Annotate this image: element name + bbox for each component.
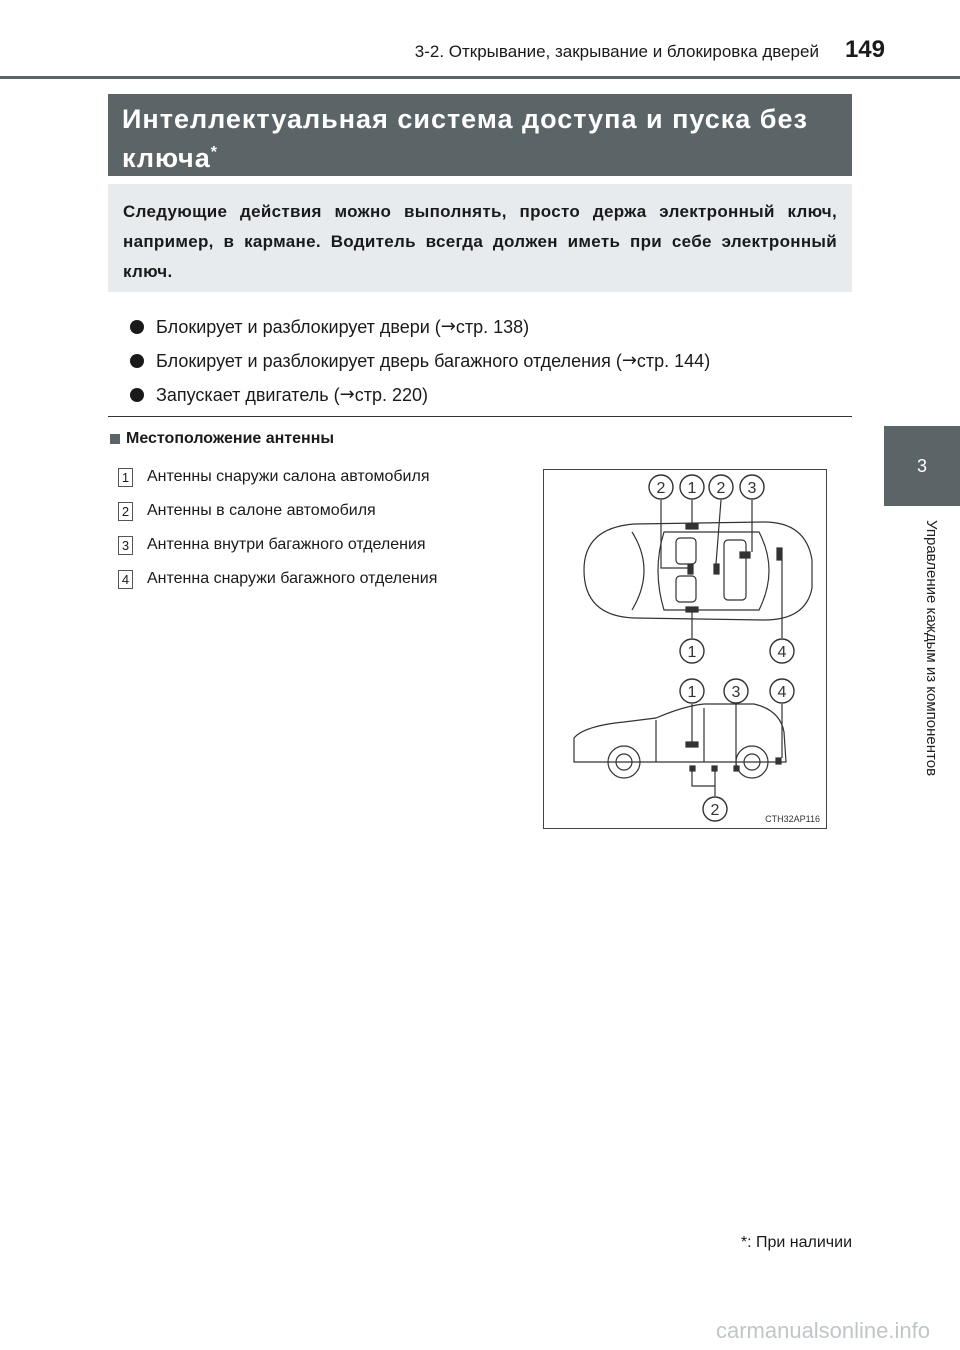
legend-number: 2 xyxy=(118,502,133,521)
legend-item xyxy=(118,528,518,562)
legend-item xyxy=(118,494,518,528)
side-antenna-2a xyxy=(690,766,695,771)
watermark: carmanualsonline.info xyxy=(715,1318,930,1343)
legend-text: Антенна внутри багажного отделения xyxy=(147,536,426,553)
antenna-marker-2 xyxy=(688,564,693,574)
antenna-location-figure xyxy=(543,469,827,829)
car-side-view xyxy=(574,704,786,762)
seat-front-left xyxy=(676,538,696,564)
page-title-text: Интеллектуальная система доступа и пуска без ключа xyxy=(122,104,808,173)
header-rule xyxy=(0,76,960,79)
legend-text: Антенны в салоне автомобиля xyxy=(147,502,376,519)
side-antenna-3 xyxy=(734,766,739,771)
windshield xyxy=(632,532,644,610)
chapter-number: 3 xyxy=(916,455,927,476)
subsection-heading-text: Местоположение антенны xyxy=(126,430,335,447)
antenna-marker-2b xyxy=(714,564,719,574)
page-ref-link[interactable]: стр. 220) xyxy=(354,385,428,405)
page-ref-link[interactable]: стр. 138) xyxy=(455,317,530,337)
antenna-marker-3 xyxy=(740,552,750,558)
seat-front-right xyxy=(676,576,696,602)
bullet-icon xyxy=(130,354,144,368)
callout-label: 2 xyxy=(656,480,666,497)
availability-mark: * xyxy=(210,144,218,161)
footnote xyxy=(690,1234,852,1252)
list-item-text: Блокирует и разблокирует двери ( xyxy=(156,317,441,337)
footnote-mark: * xyxy=(740,1234,748,1251)
legend-text: Антенна снаружи багажного отделения xyxy=(147,570,438,587)
list-item xyxy=(130,378,850,412)
arrow-icon: → xyxy=(621,350,637,371)
side-antenna-4 xyxy=(776,758,781,764)
car-top-view xyxy=(584,522,812,620)
page-title xyxy=(108,94,852,176)
side-antenna-1 xyxy=(686,742,698,747)
antenna-marker-1 xyxy=(686,524,698,529)
figure-code: CTH32AP116 xyxy=(765,814,820,824)
chapter-title: Управление каждым из компонентов xyxy=(923,520,940,777)
callout-label: 2 xyxy=(710,802,720,819)
legend-number: 4 xyxy=(118,570,133,589)
chapter-tab[interactable] xyxy=(884,426,960,506)
legend-item xyxy=(118,460,518,494)
list-item xyxy=(130,344,850,378)
car-diagram xyxy=(544,470,828,830)
leader-2-left xyxy=(661,500,688,568)
intro-box xyxy=(108,184,852,292)
callout-label: 4 xyxy=(777,644,787,661)
legend-item xyxy=(118,562,518,596)
running-header xyxy=(0,36,885,70)
bullet-icon xyxy=(130,320,144,334)
callout-label: 1 xyxy=(687,644,697,661)
page-number: 149 xyxy=(844,36,885,63)
callout-label: 2 xyxy=(716,480,726,497)
footnote-text: : При наличии xyxy=(747,1234,852,1251)
callout-label: 1 xyxy=(687,684,697,701)
page-ref-link[interactable]: стр. 144) xyxy=(636,351,711,371)
list-item-text: Запускает двигатель ( xyxy=(156,385,340,405)
section-divider xyxy=(108,416,852,417)
subsection-heading xyxy=(110,430,334,448)
antenna-legend xyxy=(118,460,518,596)
list-item xyxy=(130,310,850,344)
legend-text: Антенны снаружи салона автомобиля xyxy=(147,468,430,485)
side-leader-2 xyxy=(692,771,715,786)
feature-list xyxy=(130,310,850,412)
seat-rear xyxy=(724,540,746,600)
bullet-icon xyxy=(130,388,144,402)
legend-number: 3 xyxy=(118,536,133,555)
intro-text: Следующие действия можно выполнять, просто держа электронный ключ, например, в кармане. Водитель всегда должен иметь при себе электронный ключ. xyxy=(123,202,837,281)
side-antenna-2b xyxy=(712,766,717,771)
antenna-marker-1b xyxy=(686,607,698,612)
arrow-icon: → xyxy=(440,316,456,337)
callout-label: 3 xyxy=(731,684,741,701)
callout-label: 1 xyxy=(687,480,697,497)
arrow-icon: → xyxy=(339,384,355,405)
list-item-text: Блокирует и разблокирует дверь багажного отделения ( xyxy=(156,351,622,371)
square-bullet-icon xyxy=(110,434,120,444)
antenna-marker-4 xyxy=(777,548,782,560)
section-title: 3-2. Открывание, закрывание и блокировка дверей xyxy=(414,42,819,61)
callout-label: 3 xyxy=(747,480,757,497)
callout-label: 4 xyxy=(777,684,787,701)
legend-number: 1 xyxy=(118,468,133,487)
